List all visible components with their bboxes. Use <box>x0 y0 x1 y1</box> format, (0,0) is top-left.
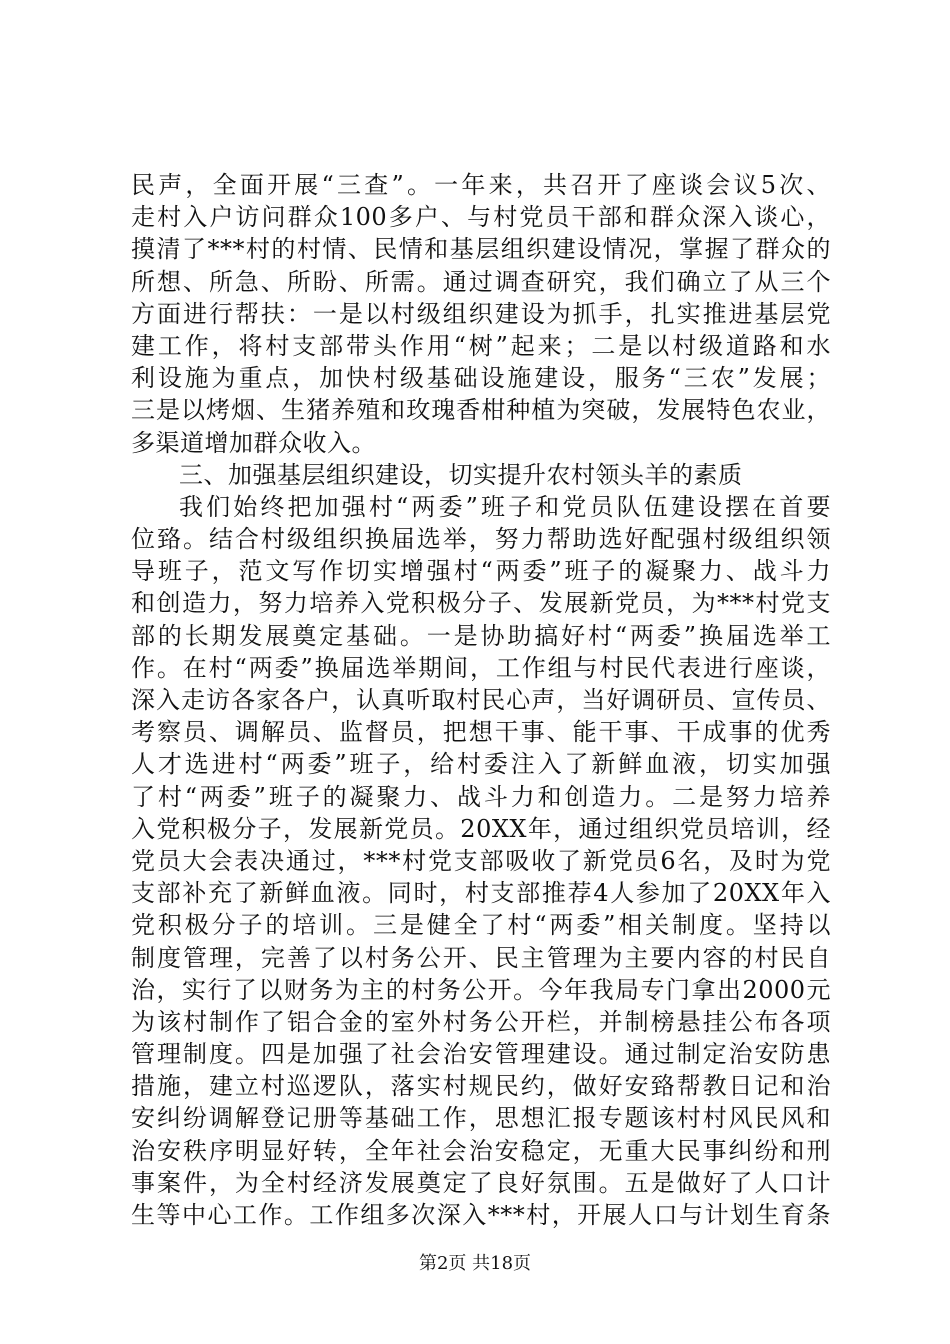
text-line: 支部补充了新鲜血液。同时，村支部推荐4人参加了20XX年入 <box>131 879 831 908</box>
text-line: 措施，建立村巡逻队，落实村规民约，做好安臵帮教日记和治 <box>131 1072 831 1101</box>
text-line: 多渠道增加群众收入。 <box>131 428 376 457</box>
text-line: 为该村制作了铝合金的室外村务公开栏，并制榜悬挂公布各项 <box>131 1007 831 1036</box>
text-line: 部的长期发展奠定基础。一是协助搞好村“两委”换届选举工 <box>131 621 831 650</box>
text-line: 作。在村“两委”换届选举期间，工作组与村民代表进行座谈， <box>131 653 831 682</box>
text-line: 考察员、调解员、监督员，把想干事、能干事、干成事的优秀 <box>131 718 831 747</box>
text-line: 走村入户访问群众100多户、与村党员干部和群众深入谈心， <box>131 203 831 232</box>
text-line: 治安秩序明显好转，全年社会治安稳定，无重大民事纠纷和刑 <box>131 1136 831 1165</box>
text-line: 所想、所急、所盼、所需。通过调查研究，我们确立了从三个 <box>131 267 831 296</box>
body-text <box>131 169 831 1231</box>
text-line: 建工作，将村支部带头作用“树”起来；二是以村级道路和水 <box>131 331 831 360</box>
text-line: 深入走访各家各户，认真听取村民心声，当好调研员、宣传员、 <box>131 686 831 714</box>
text-line: 党积极分子的培训。三是健全了村“两委”相关制度。坚持以 <box>131 911 831 940</box>
page-number-footer: 第2页 共18页 <box>418 1253 532 1274</box>
text-line: 位臵。结合村级组织换届选举，努力帮助选好配强村级组织领 <box>131 525 831 554</box>
text-line: 制度管理，完善了以村务公开、民主管理为主要内容的村民自 <box>131 943 831 972</box>
text-line: 治，实行了以财务为主的村务公开。今年我局专门拿出2000元 <box>131 975 831 1004</box>
text-line: 生等中心工作。工作组多次深入***村，开展人口与计划生育条 <box>131 1201 831 1229</box>
text-line: 安纠纷调解登记册等基础工作，思想汇报专题该村村风民风和 <box>131 1104 831 1133</box>
text-line: 党员大会表决通过，***村党支部吸收了新党员6名，及时为党 <box>131 846 831 875</box>
text-line: 摸清了***村的村情、民情和基层组织建设情况，掌握了群众的 <box>131 235 831 264</box>
text-line: 人才选进村“两委”班子，给村委注入了新鲜血液，切实加强 <box>131 750 831 779</box>
text-line: 方面进行帮扶：一是以村级组织建设为抓手，扎实推进基层党 <box>131 299 831 328</box>
text-line: 我们始终把加强村“两委”班子和党员队伍建设摆在首要 <box>179 492 831 521</box>
text-line: 三是以烤烟、生猪养殖和玫瑰香柑种植为突破，发展特色农业， <box>131 396 831 425</box>
text-line: 利设施为重点，加快村级基础设施建设，服务“三农”发展； <box>131 364 831 393</box>
text-line: 管理制度。四是加强了社会治安管理建设。通过制定治安防患 <box>131 1040 831 1069</box>
text-line: 了村“两委”班子的凝聚力、战斗力和创造力。二是努力培养 <box>131 782 831 811</box>
text-line: 民声，全面开展“三查”。一年来，共召开了座谈会议5次、 <box>131 171 831 199</box>
text-line: 和创造力，努力培养入党积极分子、发展新党员，为***村党支 <box>131 589 831 618</box>
text-line: 事案件，为全村经济发展奠定了良好氛围。五是做好了人口计 <box>131 1168 831 1197</box>
text-line: 导班子，范文写作切实增强村“两委”班子的凝聚力、战斗力 <box>131 557 831 586</box>
section-heading: 三、加强基层组织建设，切实提升农村领头羊的素质 <box>179 460 743 489</box>
text-line: 入党积极分子，发展新党员。20XX年，通过组织党员培训，经 <box>131 814 831 843</box>
